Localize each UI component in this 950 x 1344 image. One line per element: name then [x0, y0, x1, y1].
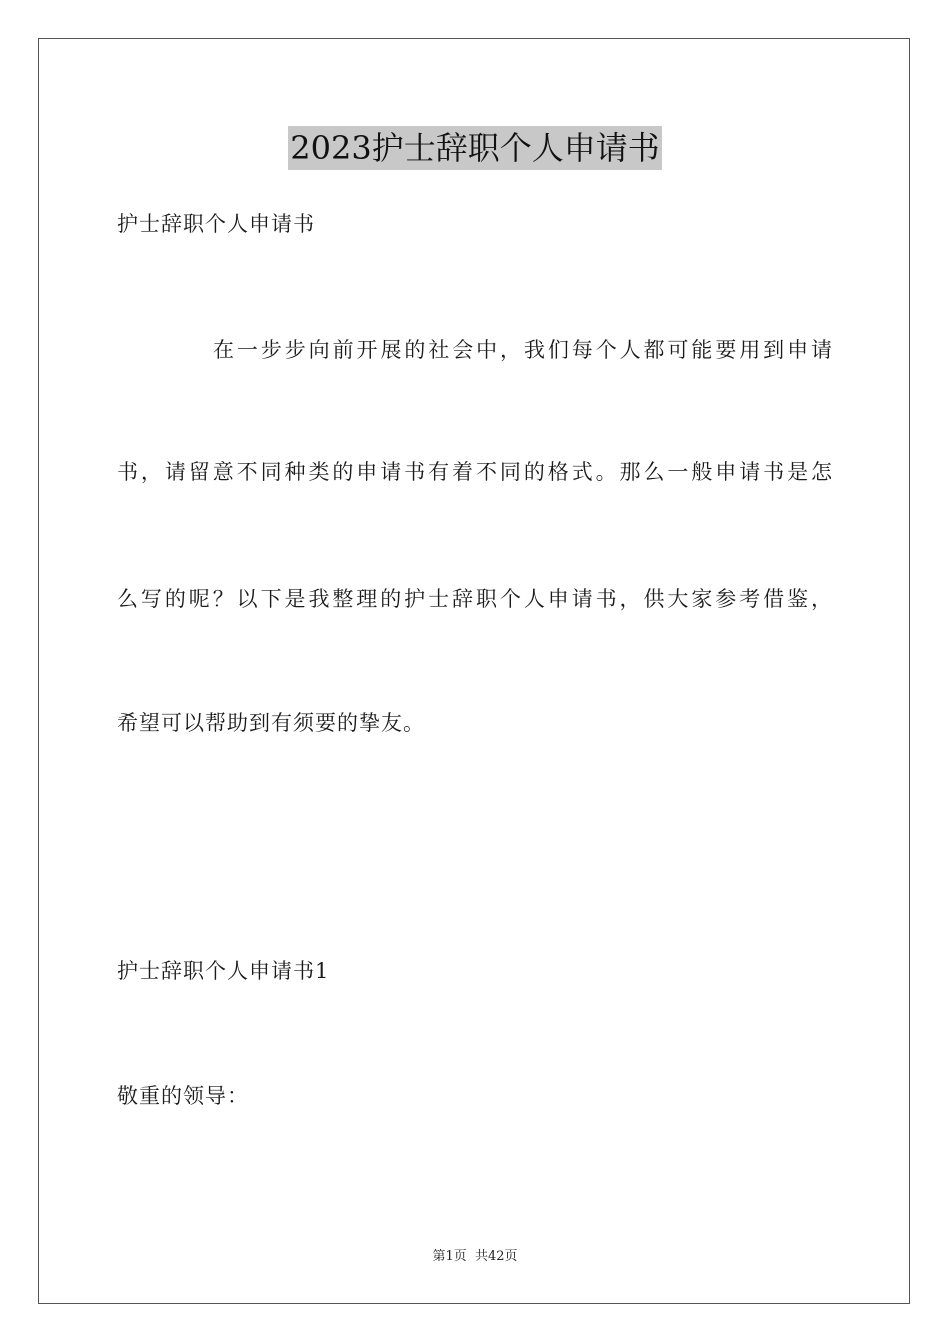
section-heading: 护士辞职个人申请书1 [117, 959, 330, 983]
intro-line-1: 在一步步向前开展的社会中，我们每个人都可能要用到申请 [213, 338, 833, 362]
document-title: 2023护士辞职个人申请书 [288, 126, 661, 170]
page-number: 第1页 [432, 1249, 467, 1264]
document-subtitle: 护士辞职个人申请书 [117, 212, 315, 236]
intro-line-4: 希望可以帮助到有须要的挚友。 [117, 711, 425, 735]
title-container [0, 126, 950, 170]
page-footer [0, 1248, 950, 1266]
intro-line-2: 书，请留意不同种类的申请书有着不同的格式。那么一般申请书是怎 [117, 460, 833, 484]
intro-line-3: 么写的呢？以下是我整理的护士辞职个人申请书，供大家参考借鉴， [117, 587, 833, 611]
salutation: 敬重的领导： [117, 1084, 249, 1108]
page-total: 共42页 [474, 1249, 518, 1264]
